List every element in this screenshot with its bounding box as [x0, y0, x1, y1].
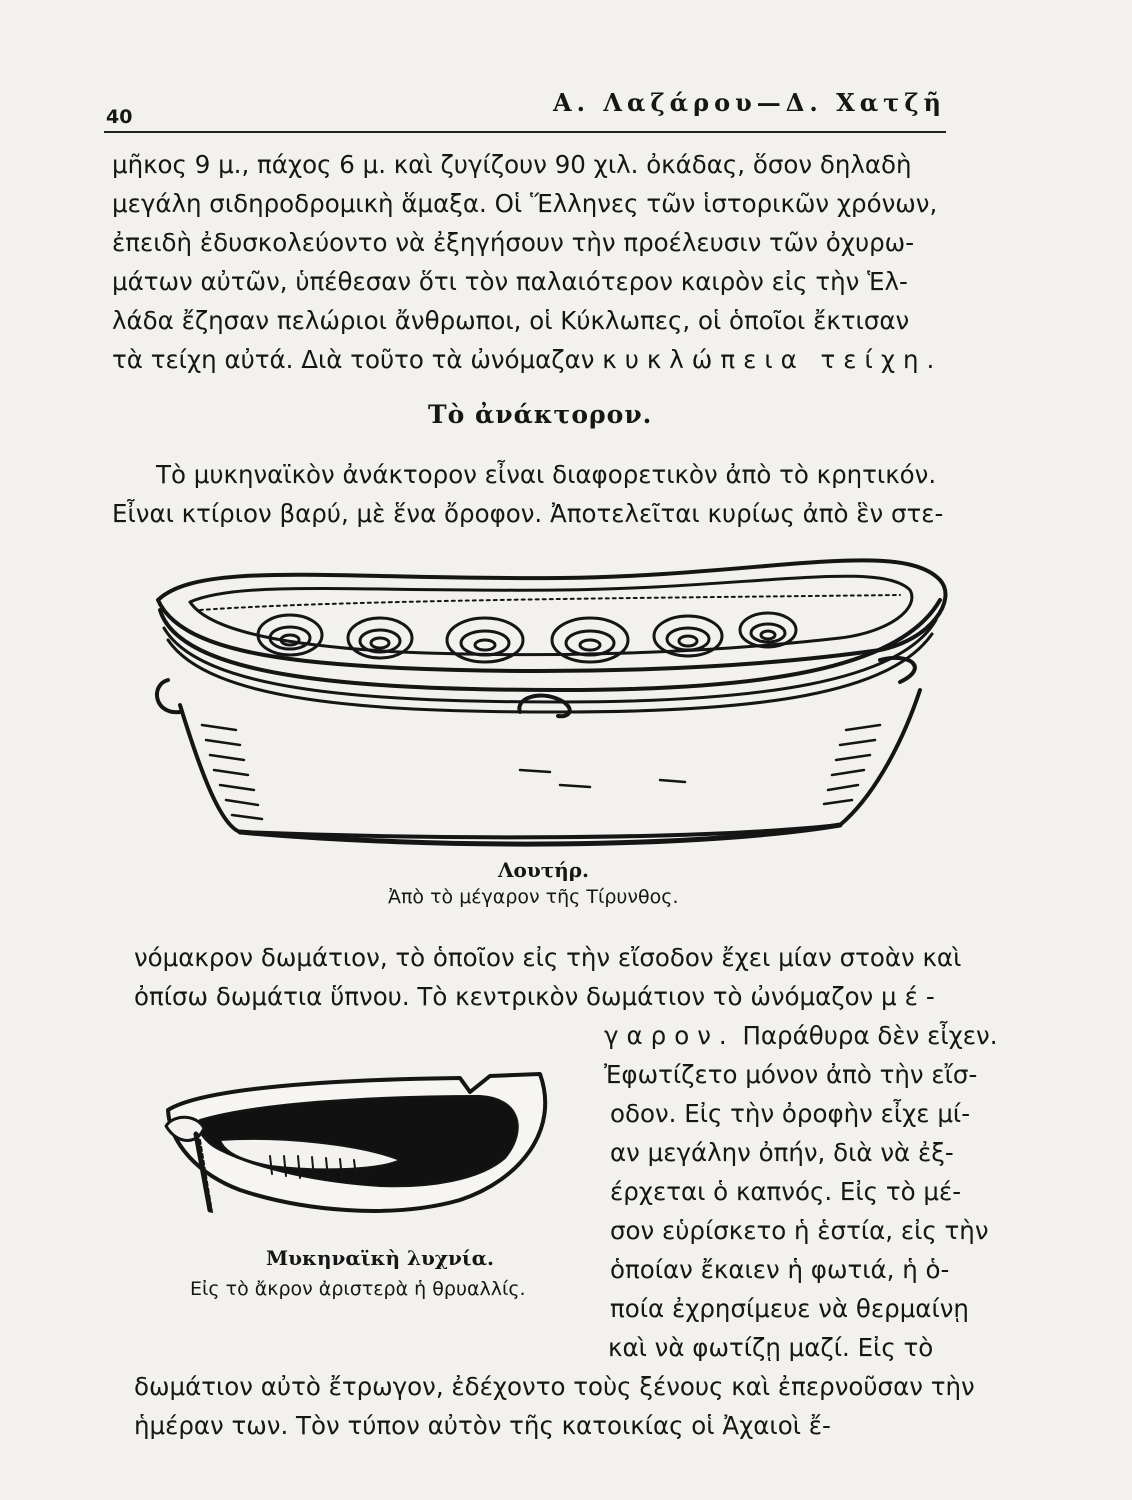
figure-caption-title: Μυκηναϊκὴ λυχνία. — [266, 1246, 494, 1270]
text-fragment: τὰ τείχη αὐτά. Διὰ τοῦτο τὰ ὠνόμαζαν — [112, 345, 595, 374]
header-rule — [104, 131, 946, 133]
text-line: καὶ νὰ φωτίζῃ μαζί. Εἰς τὸ — [608, 1333, 934, 1362]
text-line: νόμακρον δωμάτιον, τὸ ὁποῖον εἰς τὴν εἴσοδον ἔχει μίαν στοὰν καὶ — [134, 943, 962, 972]
text-line: Ἐφωτίζετο μόνον ἀπὸ τὴν εἴσ- — [604, 1060, 978, 1089]
text-line: σον εὑρίσκετο ἡ ἑστία, εἰς τὴν — [610, 1216, 989, 1245]
text-line — [134, 982, 943, 1011]
spaced-term: κυκλώπεια τείχη. — [602, 345, 943, 374]
text-line: λάδα ἔζησαν πελώριοι ἄνθρωποι, οἱ Κύκλωπες, οἱ ὁποῖοι ἔκτισαν — [112, 306, 910, 335]
text-line: ἐπειδὴ ἐδυσκολεύοντο νὰ ἐξηγήσουν τὴν προέλευσιν τῶν ὀχυρω- — [112, 228, 915, 257]
page-number: 40 — [106, 106, 133, 128]
text-line: μάτων αὐτῶν, ὑπέθεσαν ὅτι τὸν παλαιότερον καιρὸν εἰς τὴν Ἑλ- — [112, 267, 908, 296]
text-line: Τὸ μυκηναϊκὸν ἀνάκτορον εἶναι διαφορετικὸν ἀπὸ τὸ κρητικόν. — [156, 460, 937, 489]
text-line — [112, 345, 942, 374]
text-line: ἡμέραν των. Τὸν τύπον αὐτὸν τῆς κατοικίας οἱ Ἀχαιοὶ ἔ- — [134, 1411, 831, 1440]
text-line: οδον. Εἰς τὴν ὀροφὴν εἶχε μί- — [610, 1099, 971, 1128]
figure-caption-title: Λουτήρ. — [498, 858, 589, 882]
text-line: Εἶναι κτίριον βαρύ, μὲ ἕνα ὄροφον. Ἀποτελεῖται κυρίως ἀπὸ ἓν στε- — [112, 499, 944, 528]
text-line: αν μεγάλην ὀπήν, διὰ νὰ ἐξ- — [610, 1138, 954, 1167]
text-fragment: ὀπίσω δωμάτια ὕπνου. Τὸ κεντρικὸν δωμάτιον τὸ ὠνόμαζον — [134, 982, 874, 1011]
spaced-term: μέ- — [881, 982, 943, 1011]
figure-caption-subtitle: Ἀπὸ τὸ μέγαρον τῆς Τίρυνθος. — [388, 886, 679, 908]
text-line: δωμάτιον αὐτὸ ἔτρωγον, ἐδέχοντο τοὺς ξένους καὶ ἐπερνοῦσαν τὴν — [134, 1372, 975, 1401]
bathtub-illustration — [140, 540, 970, 860]
text-line: μῆκος 9 μ., πάχος 6 μ. καὶ ζυγίζουν 90 χιλ. ὀκάδας, ὅσον δηλαδὴ — [112, 150, 912, 179]
figure-caption-subtitle: Εἰς τὸ ἄκρον ἀριστερὰ ἡ θρυαλλίς. — [190, 1278, 526, 1300]
lamp-illustration — [160, 1070, 580, 1230]
text-line: μεγάλη σιδηροδρομικὴ ἅμαξα. Οἱ Ἕλληνες τῶν ἱστορικῶν χρόνων, — [112, 189, 938, 218]
text-line: ποία ἐχρησίμευε νὰ θερμαίνῃ — [610, 1294, 969, 1323]
text-line: ὁποίαν ἔκαιεν ἡ φωτιά, ἡ ὁ- — [610, 1255, 950, 1284]
section-heading: Τὸ ἀνάκτορον. — [428, 400, 653, 429]
text-fragment: Παράθυρα δὲν εἶχεν. — [742, 1021, 998, 1050]
spaced-term: γαρον. — [604, 1021, 735, 1050]
text-line: έρχεται ὁ καπνός. Εἰς τὸ μέ- — [610, 1177, 962, 1206]
running-head: Α. Λαζάρου—Δ. Χατζῆ — [553, 88, 946, 117]
text-line — [604, 1021, 998, 1050]
